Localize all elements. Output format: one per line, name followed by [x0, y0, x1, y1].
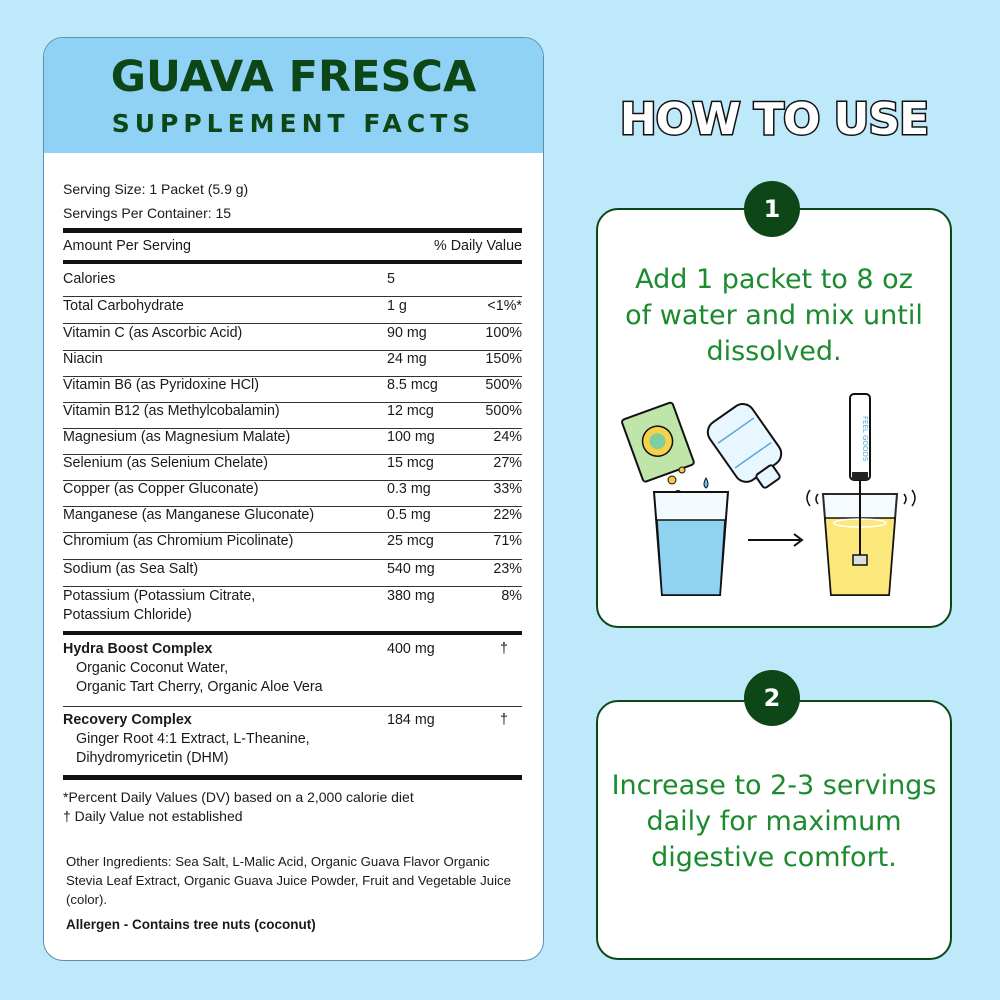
- column-header-row: [63, 238, 522, 262]
- blend-amount: 400 mg: [387, 641, 435, 657]
- nutrient-dv: 33%: [493, 481, 522, 497]
- nutrient-row: [63, 588, 522, 628]
- nutrient-amount: 1 g: [387, 298, 407, 314]
- nutrient-name: Manganese (as Manganese Gluconate): [63, 507, 315, 523]
- serving-size: Serving Size: 1 Packet (5.9 g): [63, 181, 249, 197]
- nutrient-row: [63, 298, 522, 324]
- step-text-line: digestive comfort.: [651, 842, 897, 873]
- blend-ingredients: Dihydromyricetin (DHM): [76, 750, 229, 766]
- blend-ingredients: Organic Coconut Water,: [76, 660, 229, 676]
- mixing-illustration: [610, 390, 940, 610]
- product-name: GUAVA FRESCA: [110, 52, 477, 102]
- nutrient-dv: 24%: [493, 429, 522, 445]
- nutrient-row: [63, 533, 522, 560]
- nutrient-row: [63, 351, 522, 377]
- nutrient-row: [63, 561, 522, 587]
- nutrient-name: Vitamin B12 (as Methylcobalamin): [63, 403, 280, 419]
- nutrient-name: Potassium (Potassium Citrate,: [63, 588, 256, 604]
- step-text-line: dissolved.: [706, 336, 842, 367]
- nutrient-amount: 100 mg: [387, 429, 435, 445]
- blend-amount: 184 mg: [387, 712, 435, 728]
- how-to-use-title: HOW TO USE: [619, 94, 929, 145]
- nutrient-row: [63, 377, 522, 403]
- facts-title: SUPPLEMENT FACTS: [111, 109, 476, 138]
- nutrient-dv: 27%: [493, 455, 522, 471]
- nutrient-name: Calories: [63, 271, 116, 287]
- arrow-right-icon: [748, 534, 802, 546]
- nutrient-dv: 23%: [493, 561, 522, 577]
- servings-per-container: Servings Per Container: 15: [63, 205, 232, 221]
- nutrient-dv: 71%: [493, 533, 522, 549]
- step-text-line: Add 1 packet to 8 oz: [635, 264, 913, 295]
- amount-per-serving-label: Amount Per Serving: [63, 238, 191, 254]
- nutrient-dv: 500%: [485, 403, 522, 419]
- step-card-2: [596, 700, 952, 960]
- footnote-dagger: † Daily Value not established: [63, 808, 243, 824]
- nutrient-row: [63, 429, 522, 455]
- nutrient-dv: 150%: [485, 351, 522, 367]
- nutrient-amount: 540 mg: [387, 561, 435, 577]
- nutrient-amount: 5: [387, 271, 395, 287]
- nutrient-amount: 24 mg: [387, 351, 427, 367]
- other-ingredients: Other Ingredients: Sea Salt, L-Malic Acid, Organic Guava Flavor Organic Stevia Leaf Extract, Organic Guava Juice Powder, Fruit and Vegetable Juice (color).: [66, 854, 511, 907]
- nutrient-name: Selenium (as Selenium Chelate): [63, 455, 269, 471]
- footnote-dv: *Percent Daily Values (DV) based on a 2,000 calorie diet: [63, 789, 414, 805]
- nutrient-name: Vitamin B6 (as Pyridoxine HCl): [63, 377, 259, 393]
- nutrient-amount: 0.3 mg: [387, 481, 431, 497]
- thick-divider: [63, 631, 522, 635]
- nutrient-dv: 8%: [501, 588, 522, 604]
- step-text-line: of water and mix until: [625, 300, 923, 331]
- nutrient-amount: 380 mg: [387, 588, 435, 604]
- mixed-drink-glass-icon: [823, 494, 897, 595]
- nutrient-row: [63, 455, 522, 481]
- nutrient-amount: 12 mcg: [387, 403, 434, 419]
- thick-divider: [63, 260, 522, 264]
- step-text-line: Increase to 2-3 servings: [611, 770, 937, 801]
- supplement-facts-panel: [43, 37, 544, 961]
- nutrient-name: Magnesium (as Magnesium Malate): [63, 429, 291, 445]
- blend-row: [63, 712, 522, 772]
- thick-divider: [63, 228, 522, 233]
- step-text-line: daily for maximum: [646, 806, 902, 837]
- nutrient-name: Chromium (as Chromium Picolinate): [63, 533, 294, 549]
- nutrient-name: Total Carbohydrate: [63, 298, 184, 314]
- blend-row: [63, 641, 522, 707]
- nutrient-name: Sodium (as Sea Salt): [63, 561, 199, 577]
- nutrient-name: Copper (as Copper Gluconate): [63, 481, 259, 497]
- nutrient-amount: 90 mg: [387, 325, 427, 341]
- nutrient-amount: 15 mcg: [387, 455, 434, 471]
- step-2-instructions: [604, 768, 944, 876]
- step-number-badge: 2: [744, 670, 800, 726]
- nutrient-name-continued: Potassium Chloride): [63, 607, 192, 623]
- nutrient-row: [63, 325, 522, 351]
- allergen-statement: Allergen - Contains tree nuts (coconut): [66, 917, 316, 932]
- blend-name: Recovery Complex: [63, 712, 192, 728]
- water-glass-icon: [654, 492, 728, 595]
- nutrient-dv: 500%: [485, 377, 522, 393]
- nutrient-amount: 0.5 mg: [387, 507, 431, 523]
- nutrient-amount: 25 mcg: [387, 533, 434, 549]
- frother-label: FEEL GOODS: [861, 416, 869, 462]
- step-card-1: [596, 208, 952, 628]
- blend-ingredients: Organic Tart Cherry, Organic Aloe Vera: [76, 679, 323, 695]
- blend-dv: †: [500, 641, 508, 657]
- nutrient-row: [63, 481, 522, 507]
- step-number-badge: 1: [744, 181, 800, 237]
- nutrient-name: Niacin: [63, 351, 103, 367]
- water-bottle-icon: [703, 399, 794, 498]
- blend-dv: †: [500, 712, 508, 728]
- nutrient-row: [63, 271, 522, 297]
- nutrient-row: [63, 507, 522, 533]
- nutrient-amount: 8.5 mcg: [387, 377, 438, 393]
- blend-ingredients: Ginger Root 4:1 Extract, L-Theanine,: [76, 731, 310, 747]
- nutrient-name: Vitamin C (as Ascorbic Acid): [63, 325, 243, 341]
- thick-divider: [63, 775, 522, 780]
- daily-value-label: % Daily Value: [434, 238, 522, 254]
- nutrient-dv: <1%*: [487, 298, 522, 314]
- blend-name: Hydra Boost Complex: [63, 641, 213, 657]
- step-1-instructions: [608, 262, 940, 370]
- nutrient-dv: 22%: [493, 507, 522, 523]
- nutrient-dv: 100%: [485, 325, 522, 341]
- nutrient-row: [63, 403, 522, 429]
